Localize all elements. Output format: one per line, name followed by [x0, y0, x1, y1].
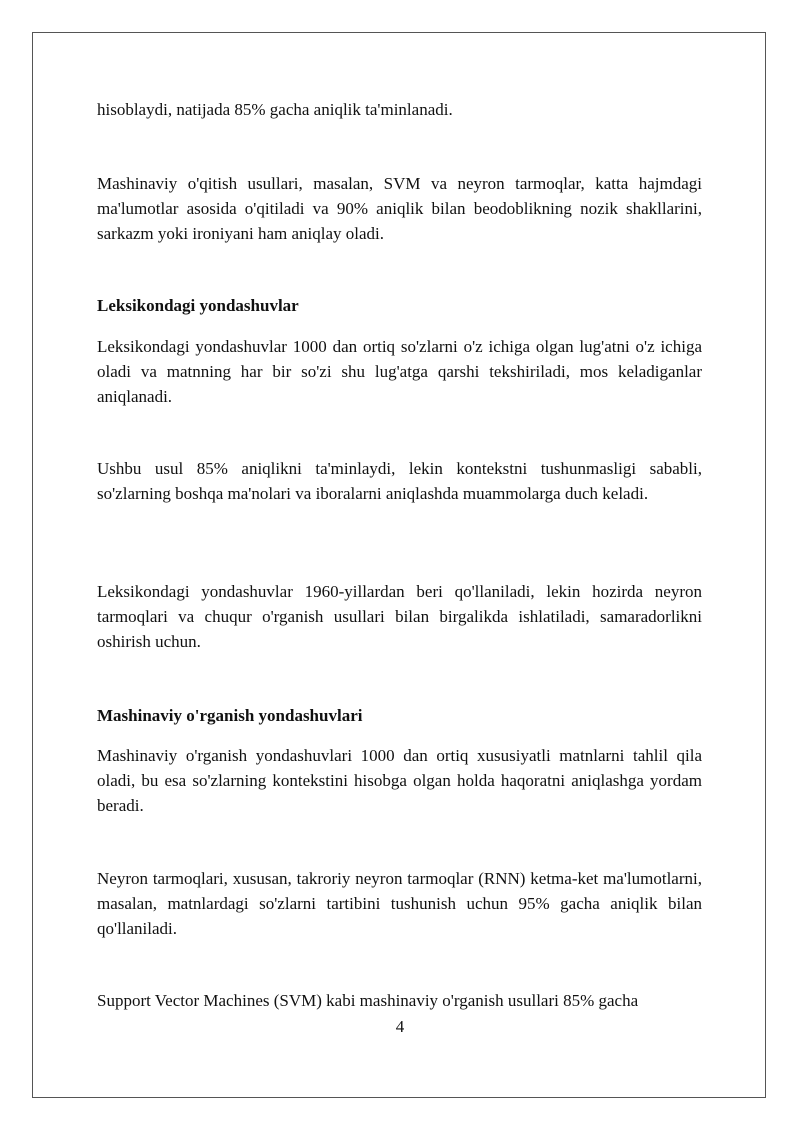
paragraph-7: Neyron tarmoqlari, xususan, takroriy neyron tarmoqlar (RNN) ketma-ket ma'lumotlarni, masalan, matnlardagi so'zlarni tartibini tushunish uchun 95% gacha aniqlik bilan qo'llaniladi. [97, 869, 702, 938]
paragraph-2: Mashinaviy o'qitish usullari, masalan, SVM va neyron tarmoqlar, katta hajmdagi ma'lumotlar asosida o'qitiladi va 90% aniqlik bilan beodoblikning nozik shakllarini, sarkazm yoki ironiyani ham aniqlay oladi. [97, 174, 702, 243]
paragraph-5: Leksikondagi yondashuvlar 1960-yillardan beri qo'llaniladi, lekin hozirda neyron tarmoqlari va chuqur o'rganish usullari bilan birgalikda ishlatiladi, samaradorlikni oshirish uchun. [97, 582, 702, 651]
page-number: 4 [395, 1017, 405, 1036]
paragraph-3: Leksikondagi yondashuvlar 1000 dan ortiq so'zlarni o'z ichiga olgan lug'atni o'z ichiga oladi va matnning har bir so'zi shu lug'atga qarshi tekshiriladi, mos keladiganlar aniqlanadi. [97, 337, 702, 406]
paragraph-8: Support Vector Machines (SVM) kabi mashinaviy o'rganish usullari 85% gacha [97, 991, 639, 1010]
paragraph-4: Ushbu usul 85% aniqlikni ta'minlaydi, lekin kontekstni tushunmasligi sababli, so'zlarning boshqa ma'nolari va iboralarni aniqlashda muammolarga duch keladi. [97, 459, 702, 503]
section-heading-lexicon: Leksikondagi yondashuvlar [97, 296, 299, 315]
paragraph-1: hisoblaydi, natijada 85% gacha aniqlik ta'minlanadi. [97, 100, 453, 119]
section-heading-machine-learning: Mashinaviy o'rganish yondashuvlari [97, 706, 363, 725]
paragraph-6: Mashinaviy o'rganish yondashuvlari 1000 dan ortiq xususiyatli matnlarni tahlil qila oladi, bu esa so'zlarning kontekstini hisobga olgan holda haqoratni aniqlashga yordam beradi. [97, 746, 702, 815]
